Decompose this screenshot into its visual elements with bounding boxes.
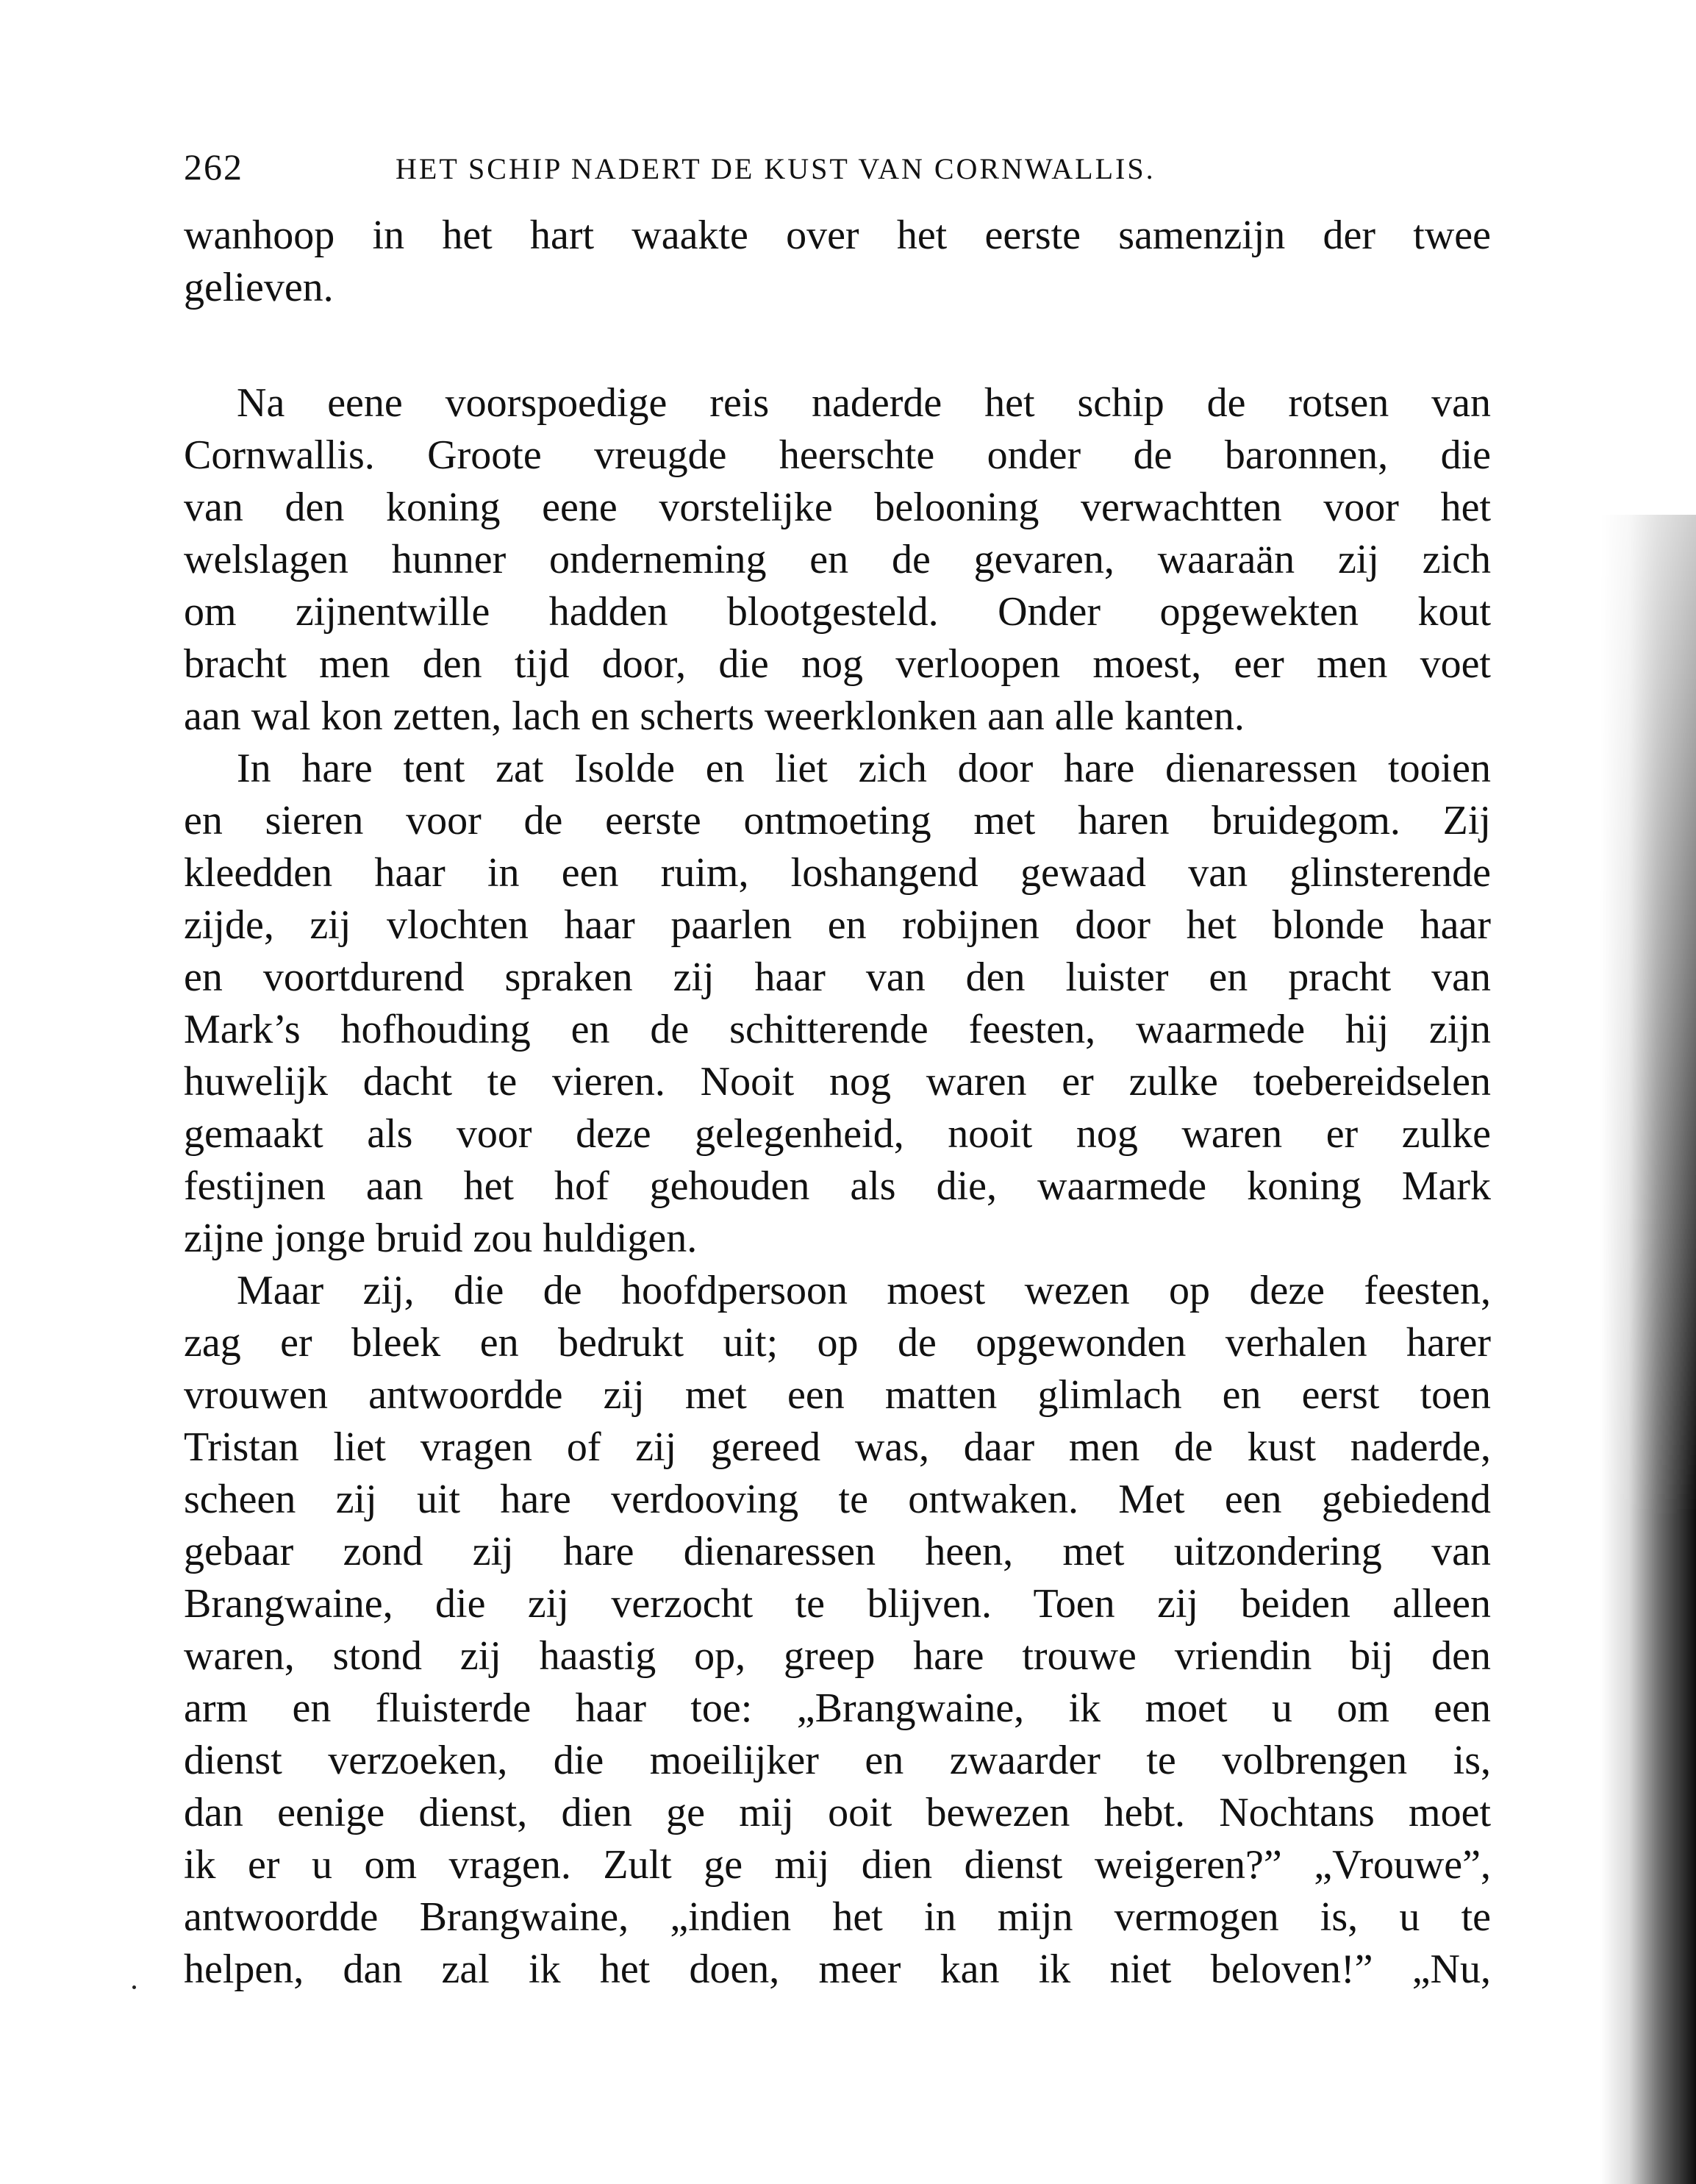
text-line: antwoordde Brangwaine, „indien het in mijn vermogen is, u te	[184, 1894, 1491, 1940]
text-line: huwelijk dacht te vieren. Nooit nog waren er zulke toebereidselen	[184, 1059, 1491, 1105]
text-line: gebaar zond zij hare dienaressen heen, met uitzondering van	[184, 1529, 1491, 1574]
text-line: vrouwen antwoordde zij met een matten glimlach en eerst toen	[184, 1372, 1491, 1418]
text-line: festijnen aan het hof gehouden als die, waarmede koning Mark	[184, 1163, 1491, 1209]
text-line: om zijnentwille hadden blootgesteld. Onder opgewekten kout	[184, 589, 1491, 635]
text-line: zag er bleek en bedrukt uit; op de opgewonden verhalen harer	[184, 1320, 1491, 1366]
text-line: en voortdurend spraken zij haar van den luister en pracht van	[184, 954, 1491, 1000]
text-line: Mark’s hofhouding en de schitterende feesten, waarmede hij zijn	[184, 1007, 1491, 1052]
text-line: zijne jonge bruid zou huldigen.	[184, 1216, 698, 1261]
running-header	[184, 146, 1514, 190]
text-line: Brangwaine, die zij verzocht te blijven. Toen zij beiden alleen	[184, 1581, 1491, 1627]
paragraph	[184, 743, 1491, 1265]
body-text	[184, 210, 1491, 1996]
paragraph-gap	[184, 314, 1491, 377]
page-number: 262	[184, 146, 243, 188]
text-line: welslagen hunner onderneming en de gevaren, waaraän zij zich	[184, 537, 1491, 582]
text-line: Cornwallis. Groote vreugde heerschte onder de baronnen, die	[184, 432, 1491, 478]
paragraph	[184, 210, 1491, 314]
paragraph	[184, 377, 1491, 743]
text-line: Tristan liet vragen of zij gereed was, daar men de kust naderde,	[184, 1424, 1491, 1470]
text-line: zijde, zij vlochten haar paarlen en robijnen door het blonde haar	[184, 902, 1491, 948]
scan-edge-shadow	[1600, 515, 1696, 2184]
text-line: ik er u om vragen. Zult ge mij dien dienst weigeren?” „Vrouwe”,	[184, 1842, 1491, 1888]
text-line: Maar zij, die de hoofdpersoon moest wezen op deze feesten,	[237, 1268, 1491, 1313]
margin-mark	[132, 1985, 136, 1989]
text-line: en sieren voor de eerste ontmoeting met haren bruidegom. Zij	[184, 798, 1491, 843]
text-line: aan wal kon zetten, lach en scherts weerklonken aan alle kanten.	[184, 693, 1245, 739]
text-line: In hare tent zat Isolde en liet zich door hare dienaressen tooien	[237, 746, 1491, 791]
text-line: Na eene voorspoedige reis naderde het schip de rotsen van	[237, 380, 1491, 426]
text-line: waren, stond zij haastig op, greep hare trouwe vriendin bij den	[184, 1633, 1491, 1679]
text-line: kleedden haar in een ruim, loshangend gewaad van glinsterende	[184, 850, 1491, 896]
text-line: wanhoop in het hart waakte over het eerste samenzijn der twee	[184, 213, 1491, 258]
text-line: dan eenige dienst, dien ge mij ooit bewezen hebt. Nochtans moet	[184, 1790, 1491, 1835]
text-line: arm en fluisterde haar toe: „Brangwaine, ik moet u om een	[184, 1685, 1491, 1731]
text-line: van den koning eene vorstelijke belooning verwachtten voor het	[184, 485, 1491, 530]
text-line: bracht men den tijd door, die nog verloopen moest, eer men voet	[184, 641, 1491, 687]
text-line: scheen zij uit hare verdooving te ontwaken. Met een gebiedend	[184, 1477, 1491, 1522]
running-title: HET SCHIP NADERT DE KUST VAN CORNWALLIS.	[396, 152, 1156, 185]
paragraph	[184, 1265, 1491, 1996]
text-line: gelieven.	[184, 265, 334, 310]
text-line: dienst verzoeken, die moeilijker en zwaarder te volbrengen is,	[184, 1738, 1491, 1783]
text-line: helpen, dan zal ik het doen, meer kan ik niet beloven!” „Nu,	[184, 1946, 1491, 1992]
text-line: gemaakt als voor deze gelegenheid, nooit nog waren er zulke	[184, 1111, 1491, 1157]
